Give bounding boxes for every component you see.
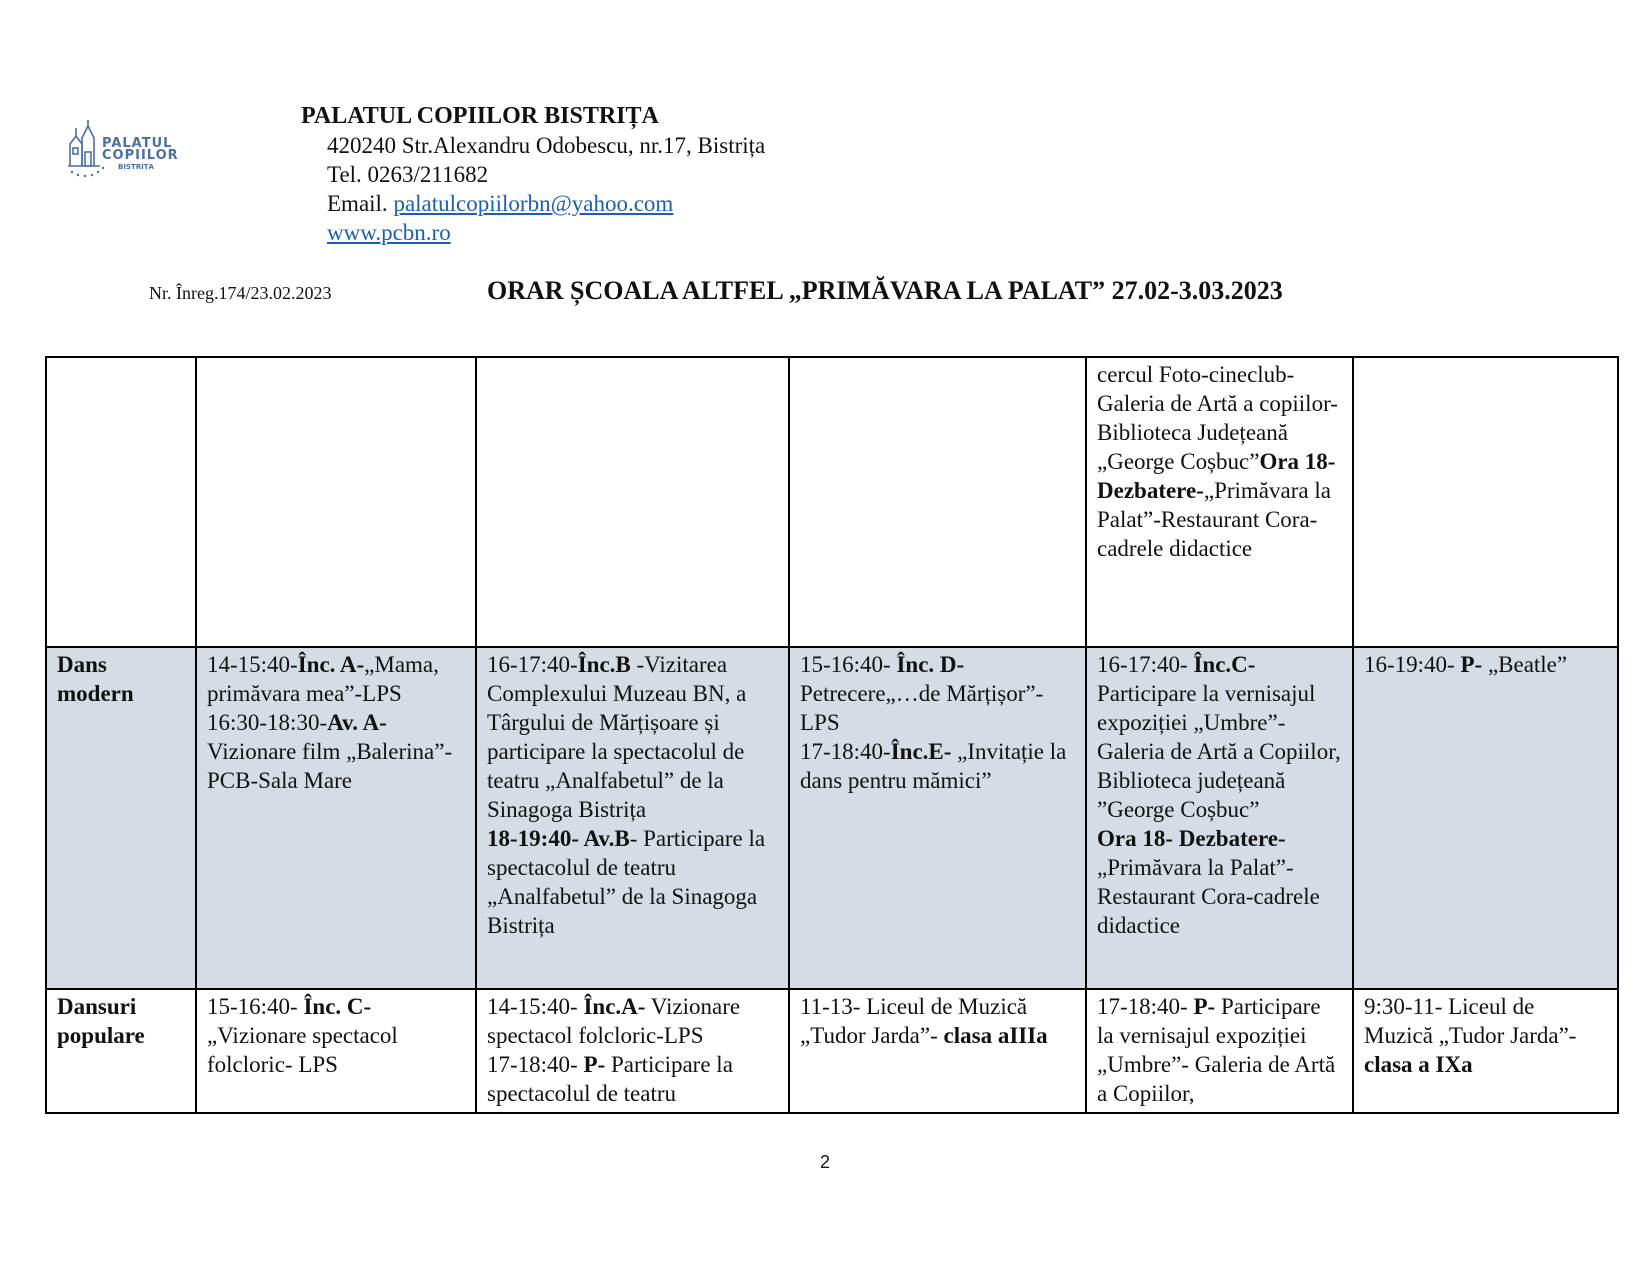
email-label: Email. xyxy=(327,191,394,216)
castle-icon xyxy=(66,118,106,180)
table-row xyxy=(46,647,1618,989)
cell-text: Înc.C- xyxy=(1193,652,1256,677)
schedule-cell xyxy=(1086,357,1353,647)
schedule-cell xyxy=(1086,989,1353,1113)
schedule-cell xyxy=(1353,357,1618,647)
cell-text: 18-19:40- Av.B xyxy=(487,826,630,851)
cell-text: Ora 18- Dezbatere- xyxy=(1097,826,1286,851)
cell-text: Av. A- xyxy=(327,710,387,735)
registration-number: Nr. Înreg.174/23.02.2023 xyxy=(149,283,332,303)
cell-text: 14-15:40- xyxy=(487,994,584,1019)
table-row xyxy=(46,989,1618,1113)
logo-line-3: BISTRIȚA xyxy=(118,163,154,171)
schedule-cell xyxy=(196,647,476,989)
cell-text: Petrecere„…de Mărțișor”-LPS xyxy=(800,681,1044,735)
schedule-cell xyxy=(196,989,476,1113)
logo-lettering xyxy=(102,138,179,172)
cell-text: P- xyxy=(1460,652,1483,677)
cell-text: clasa aIIIa xyxy=(943,1023,1048,1048)
cell-text: Ora 18- Dezbatere- xyxy=(1097,449,1336,503)
cell-text: 11-13- Liceul de Muzică „Tudor Jarda”- xyxy=(800,994,1028,1048)
schedule-cell xyxy=(476,647,789,989)
cell-text: Înc. A- xyxy=(297,652,365,677)
cell-text: Înc.E- xyxy=(890,739,952,764)
cell-text: Înc. D- xyxy=(896,652,965,677)
cell-text: P- xyxy=(1193,994,1216,1019)
website-link[interactable]: www.pcbn.ro xyxy=(327,220,451,245)
cell-text: -Vizitarea Complexului Muzeau BN, a Târgului de Mărțișoare și participare la spectacolul de teatru „Analfabetul” de la Sinagoga Bistrița xyxy=(487,652,747,822)
cell-text: „Primăvara la Palat”-Restaurant Cora-cadrele didactice xyxy=(1097,478,1331,561)
cell-text: 15-16:40- xyxy=(207,994,304,1019)
cell-text: Vizionare film „Balerina”- PCB-Sala Mare xyxy=(207,739,453,793)
cell-text: 9:30-11- Liceul de Muzică „Tudor Jarda”- xyxy=(1364,994,1577,1048)
cell-text: Participare la vernisajul expoziției „Umbre”-Galeria de Artă a Copiilor, Biblioteca județeană ”George Coșbuc” xyxy=(1097,681,1341,822)
cell-text: 15-16:40- xyxy=(800,652,897,677)
cell-text: cercul Foto-cineclub-Galeria de Artă a copiilor-Biblioteca Județeană „George Coșbuc” xyxy=(1097,362,1338,474)
cell-text: P- xyxy=(583,1052,606,1077)
cell-text: „Invitație la dans pentru mămici” xyxy=(800,739,1067,793)
address: 420240 Str.Alexandru Odobescu, nr.17, Bistrița xyxy=(327,133,766,158)
website-line xyxy=(327,218,765,247)
row-label xyxy=(46,357,196,647)
schedule-cell xyxy=(476,357,789,647)
email-link[interactable]: palatulcopiilorbn@yahoo.com xyxy=(393,191,674,216)
cell-text: Înc. C- xyxy=(303,994,372,1019)
cell-text: Participare la spectacolul de teatru xyxy=(487,1052,733,1106)
schedule-cell xyxy=(789,989,1086,1113)
email-line xyxy=(327,189,765,218)
cell-text: 17-18:40- xyxy=(1097,994,1194,1019)
cell-text: „Beatle” xyxy=(1482,652,1568,677)
schedule-cell xyxy=(789,357,1086,647)
cell-text: „Primăvara la Palat”-Restaurant Cora-cadrele didactice xyxy=(1097,855,1320,938)
telephone: Tel. 0263/211682 xyxy=(327,162,489,187)
schedule-cell xyxy=(1353,989,1618,1113)
schedule-cell xyxy=(1353,647,1618,989)
cell-text: 16-17:40- xyxy=(487,652,578,677)
cell-text: 16-19:40- xyxy=(1364,652,1461,677)
row-label: Dans modern xyxy=(46,647,196,989)
logo-line-2: COPIILOR xyxy=(102,148,179,163)
page-number: 2 xyxy=(820,1152,831,1172)
cell-text: 17-18:40- xyxy=(800,739,891,764)
document-title: ORAR ȘCOALA ALTFEL „PRIMĂVARA LA PALAT” 27.02-3.03.2023 xyxy=(487,276,1283,305)
schedule-cell xyxy=(789,647,1086,989)
table-row xyxy=(46,357,1618,647)
logo-line-1: PALATUL xyxy=(102,136,173,151)
schedule-cell xyxy=(1086,647,1353,989)
organization-name: PALATUL COPIILOR BISTRIȚA xyxy=(301,103,659,129)
cell-text: 16-17:40- xyxy=(1097,652,1194,677)
cell-text: 17-18:40- xyxy=(487,1052,584,1077)
cell-text: 14-15:40- xyxy=(207,652,298,677)
cell-text: clasa a IXa xyxy=(1364,1052,1473,1077)
letterhead xyxy=(301,102,765,247)
cell-text: 16:30-18:30- xyxy=(207,710,328,735)
cell-text: - Participare la spectacolul de teatru „Analfabetul” de la Sinagoga Bistrița xyxy=(487,826,766,938)
cell-text: Vizionare spectacol folcloric-LPS xyxy=(487,994,741,1048)
schedule-cell xyxy=(196,357,476,647)
cell-text: Înc.A- xyxy=(583,994,646,1019)
cell-text: „Vizionare spectacol folcloric- LPS xyxy=(207,1023,398,1077)
cell-text: Înc.B xyxy=(577,652,631,677)
palatul-copiilor-logo xyxy=(66,118,190,184)
schedule-table xyxy=(45,356,1619,1114)
schedule-cell xyxy=(476,989,789,1113)
cell-text: „Mama, primăvara mea”-LPS xyxy=(207,652,439,706)
cell-text: Participare la vernisajul expoziției „Umbre”- Galeria de Artă a Copiilor, xyxy=(1097,994,1336,1106)
row-label: Dansuri populare xyxy=(46,989,196,1113)
